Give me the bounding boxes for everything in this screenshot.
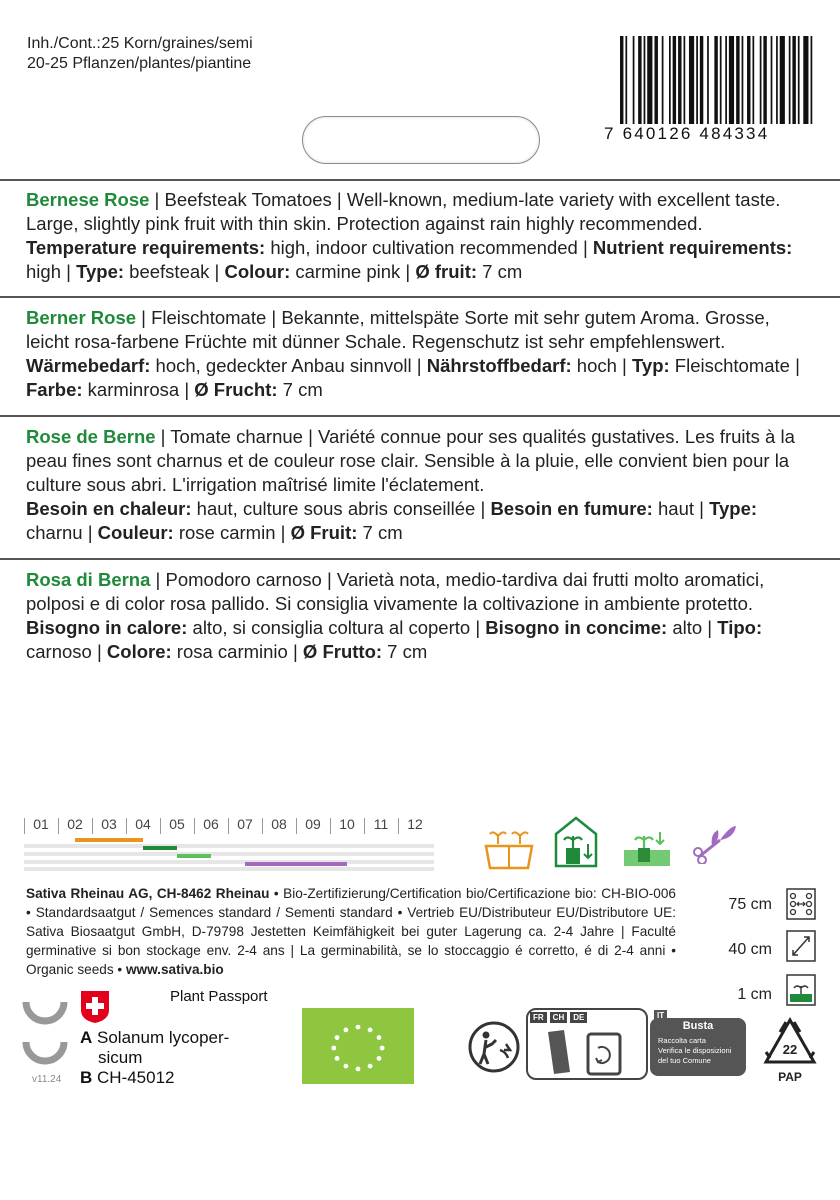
month-label: 11 [373, 816, 389, 832]
pap-number: 22 [782, 1042, 798, 1057]
sowing-calendar [24, 840, 434, 870]
barcode-bar [789, 36, 791, 124]
barcode-bar [763, 36, 766, 124]
month-label: 10 [339, 816, 355, 832]
version-code: v11.24 [32, 1074, 62, 1085]
sowing-depth: 1 cm [737, 986, 772, 1003]
label: Farbe: [26, 379, 83, 400]
busta-title: Busta [682, 1020, 714, 1032]
barcode-bar [714, 36, 717, 124]
barcode-bar [644, 36, 646, 124]
row-spacing: 75 cm [728, 896, 772, 913]
barcode-bar [684, 36, 686, 124]
description-english [26, 188, 818, 284]
eu-star [368, 1064, 373, 1069]
variety-name: Rose de Berne [26, 426, 156, 447]
value: 7 cm [357, 522, 403, 543]
sorting-info-box [526, 1008, 648, 1080]
eu-star [356, 1067, 361, 1072]
swiss-flag-icon [80, 990, 110, 1024]
label: Besoin en chaleur: [26, 498, 192, 519]
divider [0, 415, 840, 417]
barcode-bar [620, 36, 623, 124]
sowing-trays-icon [484, 826, 534, 870]
label: Bisogno in calore: [26, 617, 188, 638]
harvest-icon [690, 822, 738, 864]
label: Ø fruit: [415, 261, 478, 282]
label: Besoin en fumure: [490, 498, 653, 519]
passport-a-value: Solanum lycoper- [97, 1028, 230, 1047]
barcode-bar [720, 36, 722, 124]
busta-text [658, 1036, 742, 1066]
value: hoch | [571, 355, 632, 376]
busta-line: Raccolta carta [658, 1036, 706, 1045]
barcode-bar [700, 36, 703, 124]
eu-organic-logo [302, 1008, 414, 1084]
value: rosa carminio | [171, 641, 303, 662]
month-label: 08 [271, 816, 287, 832]
content-label: Inh./Cont.: [27, 35, 101, 52]
value: haut | [652, 498, 710, 519]
value: Fleischtomate | [669, 355, 800, 376]
eu-star [380, 1046, 385, 1051]
website-link[interactable]: www.sativa.bio [125, 962, 224, 977]
value: beefsteak | [124, 261, 225, 282]
eu-star [331, 1046, 336, 1051]
label: Couleur: [97, 522, 174, 543]
label: Type: [76, 261, 125, 282]
barcode-bar [736, 36, 739, 124]
value: karminrosa | [82, 379, 195, 400]
label: Typ: [631, 355, 670, 376]
value: haut, culture sous abris conseillée | [191, 498, 491, 519]
barcode-bar [747, 36, 750, 124]
month-label: 01 [33, 816, 49, 832]
month-label: 07 [237, 816, 253, 832]
barcode-bar [792, 36, 795, 124]
value: charnu | [26, 522, 98, 543]
value: high | [26, 261, 77, 282]
description-text: | Fleischtomate | Bekannte, mittelspäte Sorte mit sehr gutem Aroma. Grosse, leicht rosa-farbene Früchte mit dünner Schale. Regenschutz ist sehr empfehlenswert. [26, 307, 770, 352]
legal-info [26, 884, 676, 979]
value: alto | [667, 617, 718, 638]
label: Nutrient requirements: [592, 237, 793, 258]
eu-quarantine-icon [22, 996, 68, 1072]
legal-text: • Bio-Zertifizierung/Certification bio/Certificazione bio: CH-BIO-006 • Standardsaatgut / Semences standard / Sementi standard • Vertrieb EU/Distributeur EU/Distributore UE: Sativa Biosaatgut GmbH, D-79798 Jestetten Keimfähigkeit bei guter Lagerung ca. 2-4 Jahre | Faculté germinative si bon stockage env. 2-4 ans | La germinabilità, se lo stoccaggio é corretto, é di 2-4 anni • Organic seeds • [26, 886, 676, 977]
barcode-bar [625, 36, 627, 124]
content-info [27, 34, 253, 74]
description-french [26, 425, 818, 545]
eu-star [335, 1056, 340, 1061]
barcode-bar [752, 36, 754, 124]
barcode-bar [654, 36, 657, 124]
triman-icon [466, 1018, 522, 1076]
description-italian [26, 568, 818, 664]
eu-star [344, 1064, 349, 1069]
barcode-bar [673, 36, 676, 124]
value: hoch, gedeckter Anbau sinnvoll | [150, 355, 427, 376]
sowing-depth-icon [786, 974, 816, 1006]
description-german [26, 306, 818, 402]
passport-a-label: A [80, 1028, 93, 1047]
label: Colour: [224, 261, 291, 282]
barcode-bar [811, 36, 813, 124]
barcode-bar [633, 36, 635, 124]
code-it: IT [654, 1010, 667, 1021]
value: 7 cm [277, 379, 323, 400]
month-label: 06 [203, 816, 219, 832]
month-label: 05 [169, 816, 185, 832]
variety-name: Berner Rose [26, 307, 137, 328]
code-fr: FR [530, 1012, 547, 1023]
eu-star [368, 1028, 373, 1033]
month-label: 09 [305, 816, 321, 832]
value: carmine pink | [290, 261, 416, 282]
label: Ø Frutto: [302, 641, 383, 662]
italy-busta-box [650, 1011, 746, 1076]
company-name: Sativa Rheinau AG, CH-8462 Rheinau [26, 886, 270, 901]
code-ch: CH [550, 1012, 568, 1023]
barcode-bar [669, 36, 671, 124]
divider [0, 558, 840, 560]
content-value: 25 Korn/graines/semi [101, 35, 253, 52]
passport-line-b [80, 1068, 175, 1088]
barcode-bar [638, 36, 641, 124]
plant-passport-title: Plant Passport [170, 988, 268, 1005]
divider [0, 179, 840, 181]
barcode-bar [707, 36, 709, 124]
description-text: | Tomate charnue | Variété connue pour ses qualités gustatives. Les fruits à la peau fines sont charnus et de couleur rose clair. Sensible à la pluie, elle convient bien pour la culture sous abri. L'irrigation maîtrisé limite l'éclatement. [26, 426, 795, 495]
eu-star [356, 1025, 361, 1030]
barcode-bar [725, 36, 727, 124]
transplant-bar [177, 854, 211, 858]
value: rose carmin | [173, 522, 291, 543]
passport-line-a2: sicum [98, 1048, 143, 1067]
busta-line: del tuo Comune [658, 1056, 711, 1065]
label: Ø Fruit: [290, 522, 358, 543]
month-label: 04 [135, 816, 151, 832]
pap-recycling-icon [760, 1016, 820, 1072]
passport-line-a [80, 1028, 229, 1048]
label: Temperature requirements: [26, 237, 266, 258]
eu-star [377, 1035, 382, 1040]
month-scale [24, 816, 436, 836]
label: Nährstoffbedarf: [426, 355, 572, 376]
label: Colore: [106, 641, 172, 662]
barcode-bar [760, 36, 762, 124]
passport-b-label: B [80, 1068, 93, 1087]
barcode-bar [647, 36, 652, 124]
label: Bisogno in concime: [485, 617, 668, 638]
row-spacing-icon [786, 888, 816, 920]
plants-count: 20-25 Pflanzen/plantes/piantine [27, 55, 252, 72]
label: Type: [709, 498, 758, 519]
value: 7 cm [382, 641, 428, 662]
barcode-bar [662, 36, 664, 124]
barcode-bar [729, 36, 734, 124]
month-label: 12 [407, 816, 423, 832]
plant-spacing: 40 cm [728, 941, 772, 958]
value: high, indoor cultivation recommended | [265, 237, 593, 258]
month-label: 03 [101, 816, 117, 832]
code-de: DE [570, 1012, 587, 1023]
pap-label: PAP [778, 1070, 802, 1084]
greenhouse-icon [552, 814, 600, 870]
divider [0, 296, 840, 298]
eu-star [377, 1056, 382, 1061]
barcode-bar [696, 36, 698, 124]
barcode-number: 7 640126 484334 [604, 124, 770, 143]
barcode-bar [742, 36, 744, 124]
label: Ø Frucht: [194, 379, 278, 400]
description-text: | Pomodoro carnoso | Varietà nota, medio-tardiva dai frutti molto aromatici, polposi e di color rosa pallido. Si consiglia vivamente la coltivazione in ambiente protetto. [26, 569, 765, 614]
busta-line: Verifica le disposizioni [658, 1046, 732, 1055]
barcode-bar [780, 36, 785, 124]
variety-name: Bernese Rose [26, 189, 150, 210]
description-text: | Beefsteak Tomatoes | Well-known, medium-late variety with excellent taste. Large, slightly pink fruit with thin skin. Protection against rain highly recommended. [26, 189, 781, 234]
transplant-icon [622, 826, 672, 868]
barcode-bar [678, 36, 681, 124]
eu-star [335, 1035, 340, 1040]
packet-window [302, 116, 540, 164]
value: carnoso | [26, 641, 107, 662]
variety-name: Rosa di Berna [26, 569, 151, 590]
value: alto, si consiglia coltura al coperto | [187, 617, 486, 638]
barcode [620, 36, 816, 124]
barcode-bar [689, 36, 694, 124]
barcode-bar [771, 36, 773, 124]
value: 7 cm [477, 261, 523, 282]
eu-star [344, 1028, 349, 1033]
plant-spacing-icon [786, 930, 816, 962]
barcode-bar [776, 36, 778, 124]
passport-b-value: CH-45012 [97, 1068, 175, 1087]
barcode-bar [798, 36, 800, 124]
sowing-indoor-bar [75, 838, 143, 842]
barcode-bar [803, 36, 808, 124]
label: Tipo: [717, 617, 763, 638]
harvest-bar [245, 862, 347, 866]
month-label: 02 [67, 816, 83, 832]
country-codes [530, 1012, 587, 1023]
label: Wärmebedarf: [26, 355, 151, 376]
paper-bin-icon [542, 1028, 632, 1076]
planting-bar [143, 846, 177, 850]
